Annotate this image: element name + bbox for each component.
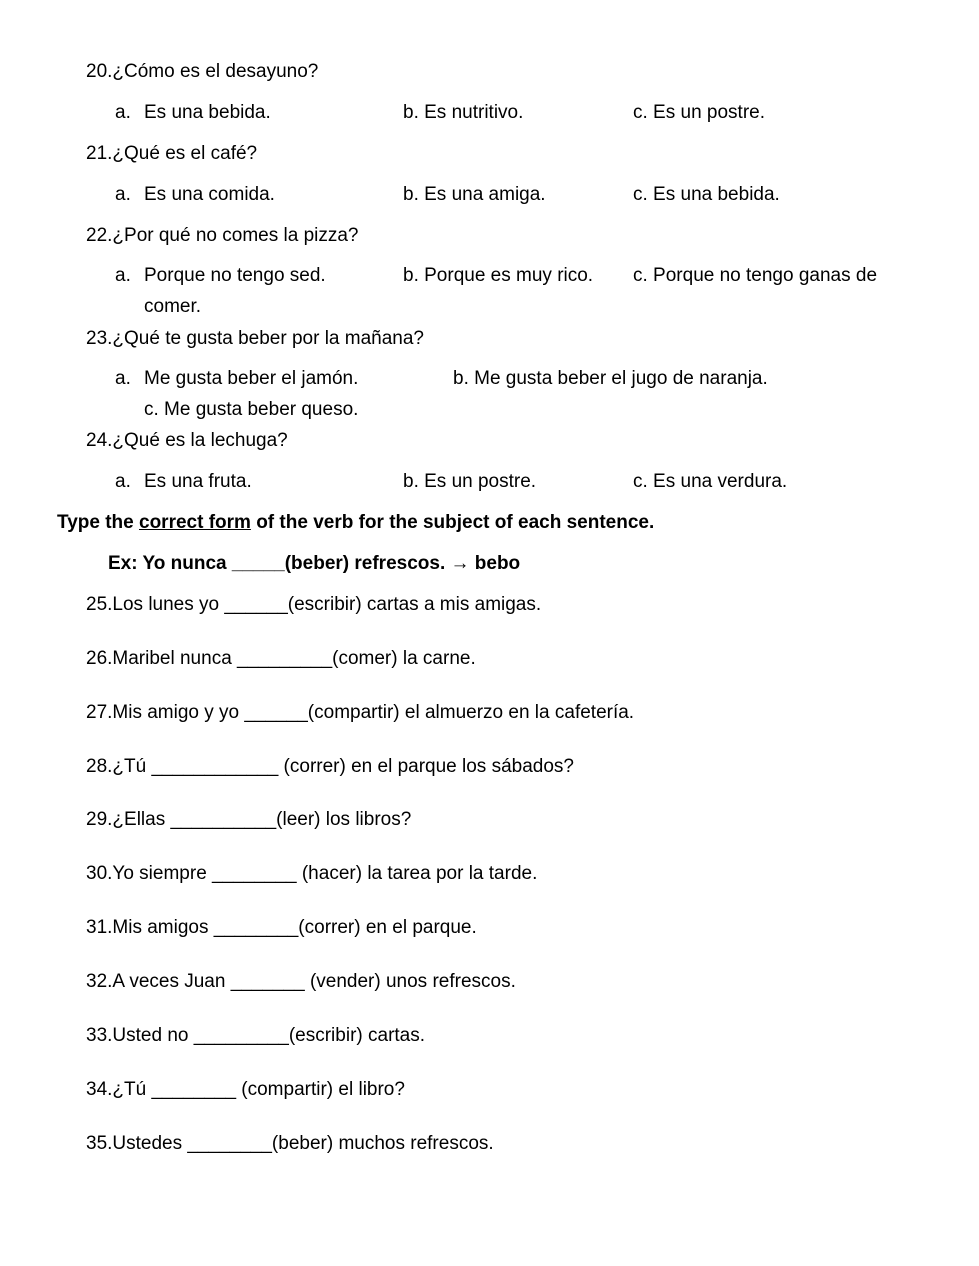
fill-item-26: 26.Maribel nunca _________(comer) la carne.: [86, 648, 476, 669]
answer-22-c: c. Porque no tengo ganas de: [633, 265, 878, 286]
answer-20-c: c. Es un postre.: [633, 102, 766, 123]
question-23: 23.¿Qué te gusta beber por la mañana?: [86, 328, 425, 349]
answer-20-a: Es una bebida.: [144, 102, 271, 123]
fill-item-30: 30.Yo siempre ________ (hacer) la tarea por la tarde.: [86, 863, 538, 884]
fill-item-31: 31.Mis amigos ________(correr) en el parque.: [86, 917, 477, 938]
answer-20-a-marker: a.: [115, 102, 131, 123]
answer-22-b: b. Porque es muy rico.: [403, 265, 594, 286]
fill-item-34: 34.¿Tú ________ (compartir) el libro?: [86, 1079, 405, 1100]
answer-22-a-marker: a.: [115, 265, 131, 286]
instructions-post: of the verb for the subject of each sentence.: [250, 512, 655, 533]
answer-23-a: Me gusta beber el jamón.: [144, 368, 359, 389]
answer-21-a-marker: a.: [115, 184, 131, 205]
fill-item-32: 32.A veces Juan _______ (vender) unos refrescos.: [86, 971, 516, 992]
answer-21-a: Es una comida.: [144, 184, 275, 205]
answer-24-a-marker: a.: [115, 471, 131, 492]
answer-21-c: c. Es una bebida.: [633, 184, 780, 205]
answer-23-c: c. Me gusta beber queso.: [144, 399, 359, 420]
question-22: 22.¿Por qué no comes la pizza?: [86, 225, 359, 246]
question-21: 21.¿Qué es el café?: [86, 143, 258, 164]
answer-24-c: c. Es una verdura.: [633, 471, 788, 492]
answer-23-b: b. Me gusta beber el jugo de naranja.: [453, 368, 768, 389]
answer-21-b: b. Es una amiga.: [403, 184, 546, 205]
fill-item-27: 27.Mis amigo y yo ______(compartir) el almuerzo en la cafetería.: [86, 702, 635, 723]
instructions-underlined: correct form: [139, 512, 251, 533]
fill-item-25: 25.Los lunes yo ______(escribir) cartas a mis amigas.: [86, 594, 542, 615]
answer-22-a: Porque no tengo sed.: [144, 265, 326, 286]
example: Ex: Yo nunca _____(beber) refrescos. → bebo: [108, 553, 521, 574]
instructions: [57, 511, 654, 535]
answer-20-b: b. Es nutritivo.: [403, 102, 524, 123]
answer-22-c-continued: comer.: [144, 296, 202, 317]
fill-item-35: 35.Ustedes ________(beber) muchos refrescos.: [86, 1133, 494, 1154]
fill-item-33: 33.Usted no _________(escribir) cartas.: [86, 1025, 426, 1046]
question-20: 20.¿Cómo es el desayuno?: [86, 61, 319, 82]
answer-24-a: Es una fruta.: [144, 471, 252, 492]
answer-23-a-marker: a.: [115, 368, 131, 389]
instructions-pre: Type the: [57, 512, 139, 533]
answer-24-b: b. Es un postre.: [403, 471, 537, 492]
question-24: 24.¿Qué es la lechuga?: [86, 430, 288, 451]
fill-item-29: 29.¿Ellas __________(leer) los libros?: [86, 809, 412, 830]
fill-item-28: 28.¿Tú ____________ (correr) en el parque los sábados?: [86, 756, 574, 777]
